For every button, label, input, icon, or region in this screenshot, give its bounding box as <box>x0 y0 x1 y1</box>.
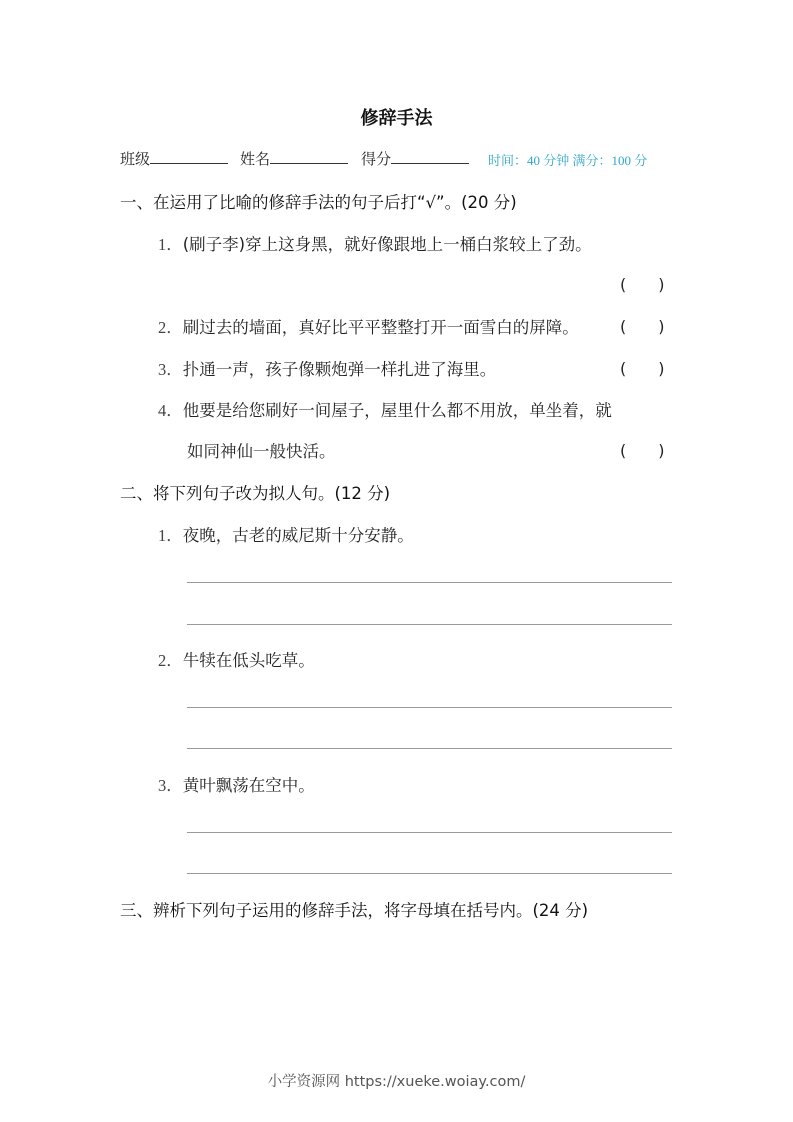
question-number: 2． <box>158 318 183 337</box>
section-3-heading: 三、辨析下列句子运用的修辞手法，将字母填在括号内。(24 分) <box>120 901 589 920</box>
question-text: 扑通一声，孩子像颗炮弹一样扎进了海里。 <box>182 360 497 379</box>
score-blank[interactable] <box>391 149 469 164</box>
name-label: 姓名 <box>240 150 271 168</box>
answer-line[interactable] <box>187 582 672 583</box>
question-number: 1． <box>158 526 183 545</box>
class-label: 班级 <box>120 150 151 168</box>
section-1-heading: 一、在运用了比喻的修辞手法的句子后打“√”。(20 分) <box>120 193 517 212</box>
question-text-continued: 如同神仙一般快活。 <box>187 442 336 461</box>
s1-question-4 <box>158 397 612 421</box>
s1-question-3 <box>158 356 496 380</box>
question-text: 牛犊在低头吃草。 <box>182 651 315 670</box>
name-blank[interactable] <box>270 149 348 164</box>
answer-parens[interactable]: ( ) <box>620 441 665 460</box>
score-label: 得分 <box>361 150 392 168</box>
question-text: (刷子李)穿上这身黑，就好像跟地上一桶白浆较上了劲。 <box>182 235 592 254</box>
class-field <box>120 148 228 169</box>
footer-watermark: 小学资源网 https://xueke.woiay.com/ <box>267 1074 526 1090</box>
answer-parens[interactable]: ( ) <box>620 359 665 378</box>
section-2-heading: 二、将下列句子改为拟人句。(12 分) <box>120 484 391 503</box>
question-text: 夜晚，古老的威尼斯十分安静。 <box>182 526 414 545</box>
class-blank[interactable] <box>150 149 228 164</box>
answer-line[interactable] <box>187 873 672 874</box>
question-text: 黄叶飘荡在空中。 <box>182 776 315 795</box>
question-text: 刷过去的墙面，真好比平平整整打开一面雪白的屏障。 <box>182 318 579 337</box>
name-field <box>240 148 348 169</box>
score-field <box>361 148 469 169</box>
question-number: 3． <box>158 360 183 379</box>
question-text: 他要是给您刷好一间屋子，屋里什么都不用放，单坐着，就 <box>182 401 612 420</box>
question-number: 2． <box>158 651 183 670</box>
answer-line[interactable] <box>187 748 672 749</box>
answer-parens[interactable]: ( ) <box>620 275 665 294</box>
time-info: 时间：40 分钟 满分：100 分 <box>488 153 648 168</box>
question-number: 3． <box>158 776 183 795</box>
s2-question-1 <box>158 522 414 546</box>
answer-line[interactable] <box>187 624 672 625</box>
answer-line[interactable] <box>187 832 672 833</box>
s2-question-2 <box>158 647 315 671</box>
question-number: 1． <box>158 235 183 254</box>
answer-line[interactable] <box>187 707 672 708</box>
answer-parens[interactable]: ( ) <box>620 317 665 336</box>
page-title: 修辞手法 <box>360 108 433 129</box>
question-number: 4． <box>158 401 183 420</box>
s1-question-2 <box>158 314 579 338</box>
s2-question-3 <box>158 772 315 796</box>
s1-question-1 <box>158 231 592 255</box>
